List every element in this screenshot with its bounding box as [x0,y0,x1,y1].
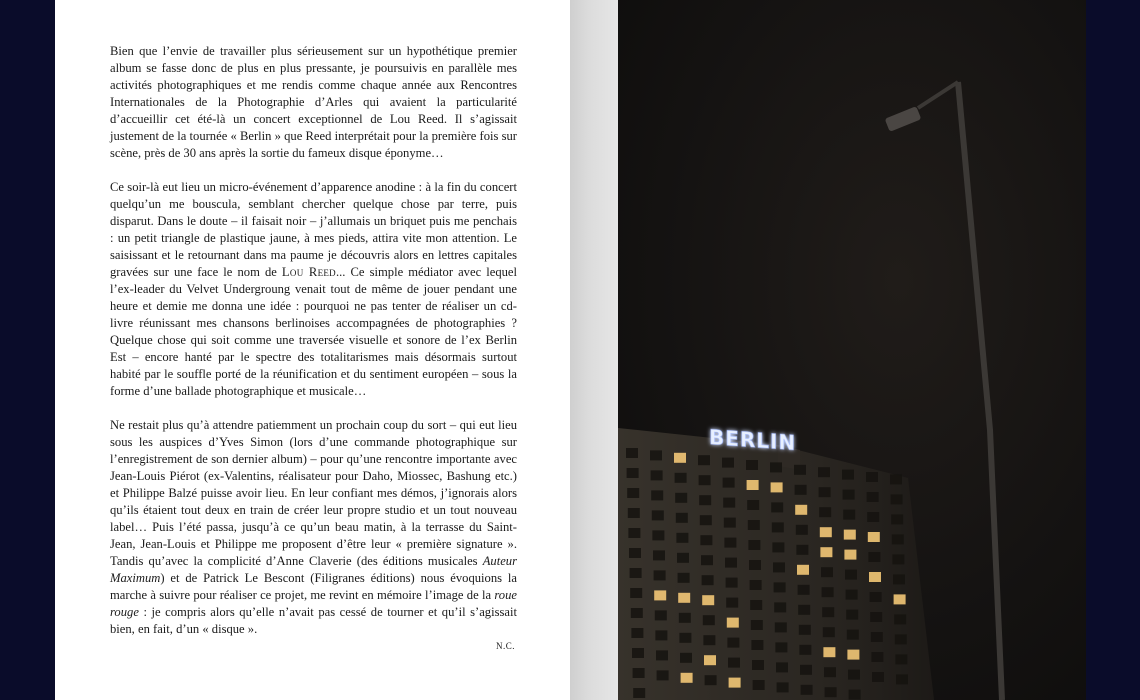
building-window [799,645,811,655]
building-window [627,468,639,478]
text-run: Ce soir-là eut lieu un micro-événement d’apparence anodine : à la fin du concert quelqu’un me bouscula, semblant chercher quelque chose par terre, puis disparut. Dans le doute – il faisait noir – j’allumais un briquet puis me penchais : un petit triangle de plastique jaune, à mes pieds, attira vite mon attention. Le saisissant et le retournant dans ma paume je découvris alors en lettres capitales gravées sur une face le nom de [110,180,517,279]
building-window [868,532,880,542]
building-window [772,522,784,532]
building-window [801,685,813,695]
building-window [822,607,834,617]
building-window [820,527,832,537]
building-window [678,593,690,603]
building-window [748,540,760,550]
building-window [630,588,642,598]
building-window [698,455,710,465]
photo-page [618,0,1086,700]
building-window [871,632,883,642]
building-window [631,628,643,638]
building-window [674,453,686,463]
building-window [722,458,734,468]
author-signature: N.C. [495,641,515,651]
building-window [630,568,642,578]
building-window [893,574,905,584]
building-window [799,625,811,635]
building-window [728,658,740,668]
building-window [700,535,712,545]
building-window [633,688,645,698]
building-window [651,490,663,500]
building-window [724,538,736,548]
text-run: Bien que l’envie de travailler plus sérieusement sur un hypothétique premier album se fasse donc de plus en plus pressante, je poursuivis en parallèle mes activités photographiques et me rendis comme chaque année aux Rencontres Internationales de la Photographie d’Arles qui avaient la particularité d’accueillir cet été-là un concert exceptionnel de Lou Reed. Il s’agissait justement de la tournée « Berlin » que Reed interprétait pour la première fois sur scène, près de 30 ans après la sortie du fameux disque éponyme… [110,44,517,160]
building-window [680,653,692,663]
building-window [844,550,856,560]
building-window [702,575,714,585]
apartment-building [618,428,934,700]
building-window [846,610,858,620]
building-window [724,518,736,528]
paragraph-2 [110,179,517,400]
building-window [703,615,715,625]
building-window [818,467,830,477]
berlin-sign-text: BERLIN [709,425,797,456]
building-window [823,647,835,657]
building-window [894,594,906,604]
building-window [774,602,786,612]
paragraph-3 [110,417,517,638]
building-window [753,680,765,690]
building-window [872,672,884,682]
building-window [867,512,879,522]
building-window [633,668,645,678]
building-window [703,635,715,645]
building-window [795,505,807,515]
building-window [701,555,713,565]
building-window [794,465,806,475]
building-window [676,533,688,543]
text-run: ... Ce simple médiator avec lequel l’ex-leader du Velvet Undergroung venait tout de même de jouer pendant une heure et demie me donna une idée : pourquoi ne pas tenter de réaliser un cd-livre réunissant mes chansons berlinoises accompagnées de photographies ? Quelque chose qui soit comme une traversée visuelle et sonore de l’ex Berlin Est – encore hanté par le spectre des totalitarismes mais désormais surtout habité par le souffle porté de la réunification et du sentiment européen – sous la forme d’une ballade photographique et musicale… [110,265,518,398]
building-window [870,592,882,602]
building-window [891,514,903,524]
building-window [746,460,758,470]
building-window [725,558,737,568]
building-window [824,667,836,677]
building-window [750,580,762,590]
building-window [843,510,855,520]
paragraph-1 [110,43,517,162]
building-window [844,530,856,540]
text-page [55,0,570,700]
text-run: : je compris alors qu’elle n’avait pas cessé de tourner et qu’il s’agissait bien, en fait, d’un « disque ». [110,605,517,636]
text-run: ) et de Patrick Le Bescont (Filigranes éditions) nous évoquions la marche à suivre pour réaliser ce projet, me revint en mémoire l’image de la [110,571,517,602]
building-window [631,608,643,618]
building-window [729,678,741,688]
building-window [679,633,691,643]
building-window [704,655,716,665]
building-window [751,620,763,630]
building-window [748,520,760,530]
building-window [702,595,714,605]
building-window [771,502,783,512]
building-window [681,673,693,683]
building-window [892,534,904,544]
building-window [654,590,666,600]
building-window [776,662,788,672]
building-window [846,590,858,600]
building-window [700,515,712,525]
building-window [655,630,667,640]
building-window [772,542,784,552]
building-window [771,482,783,492]
building-window [751,640,763,650]
building-window [822,587,834,597]
building-window [775,642,787,652]
building-window [796,545,808,555]
building-window [773,562,785,572]
building-window [847,630,859,640]
building-window [652,510,664,520]
building-window [825,687,837,697]
building-window [845,570,857,580]
building-window [654,570,666,580]
building-window [629,548,641,558]
building-window [798,605,810,615]
building-window [798,585,810,595]
building-window [657,670,669,680]
building-window [726,578,738,588]
building-window [869,572,881,582]
building-window [705,675,717,685]
building-window [774,582,786,592]
building-window [849,690,861,700]
article-text [110,43,517,655]
building-window [795,485,807,495]
building-window [653,550,665,560]
building-window [848,670,860,680]
building-window [800,665,812,675]
building-window [675,473,687,483]
building-window [749,560,761,570]
building-window [727,638,739,648]
building-window [823,627,835,637]
building-window [656,650,668,660]
building-window [699,495,711,505]
building-window [867,492,879,502]
building-window [678,573,690,583]
building-window [820,547,832,557]
building-window [894,614,906,624]
building-window [677,553,689,563]
building-window [895,634,907,644]
building-window [777,682,789,692]
text-run: roue rouge [110,588,517,619]
building-window [628,528,640,538]
building-window [892,554,904,564]
building-window [650,450,662,460]
night-building-photo [618,0,1086,700]
building-window [675,493,687,503]
building-window [842,470,854,480]
building-window [796,525,808,535]
building-window [752,660,764,670]
building-window [655,610,667,620]
building-window [676,513,688,523]
text-run: Auteur Maximum [110,554,517,585]
building-window [679,613,691,623]
building-window [651,470,663,480]
building-window [819,487,831,497]
building-window [896,674,908,684]
building-window [747,500,759,510]
page-gutter [570,0,618,700]
building-window [868,552,880,562]
building-window [797,565,809,575]
building-window [626,448,638,458]
building-window [750,600,762,610]
building-window [843,490,855,500]
building-window [699,475,711,485]
building-window [652,530,664,540]
building-window [890,474,902,484]
building-window [847,650,859,660]
text-run: Lou Reed [281,265,336,279]
building-window [628,508,640,518]
building-window [627,488,639,498]
building-window [819,507,831,517]
building-window [770,462,782,472]
building-window [726,598,738,608]
building-window [723,498,735,508]
building-window [895,654,907,664]
building-window [891,494,903,504]
building-window [727,618,739,628]
building-window [871,652,883,662]
building-window [821,567,833,577]
building-window [866,472,878,482]
building-window [775,622,787,632]
building-window [747,480,759,490]
text-run: Ne restait plus qu’à attendre patiemment un prochain coup du sort – qui eut lieu sous les auspices d’Yves Simon (lors d’une commande photographique sur l’enregistrement de son dernier album) – pour qu’une rencontre importante avec Jean-Louis Piérot (ex-Valentins, réalisateur pour Daho, Miossec, Bashung etc.) et Philippe Balzé puisse avoir lieu. En leur confiant mes démos, j’ignorais alors qu’ils étaient tout deux en train de créer leur propre studio et un tout nouveau label… Puis l’été passa, jusqu’à ce qu’un beau matin, à la terrasse du Saint-Jean, Jean-Louis et Philippe me proposent d’être leur « première signature ». Tandis qu’avec la complicité d’Anne Claverie (des éditions musicales [110,418,517,568]
building-window [723,478,735,488]
building-window [870,612,882,622]
building-window [632,648,644,658]
